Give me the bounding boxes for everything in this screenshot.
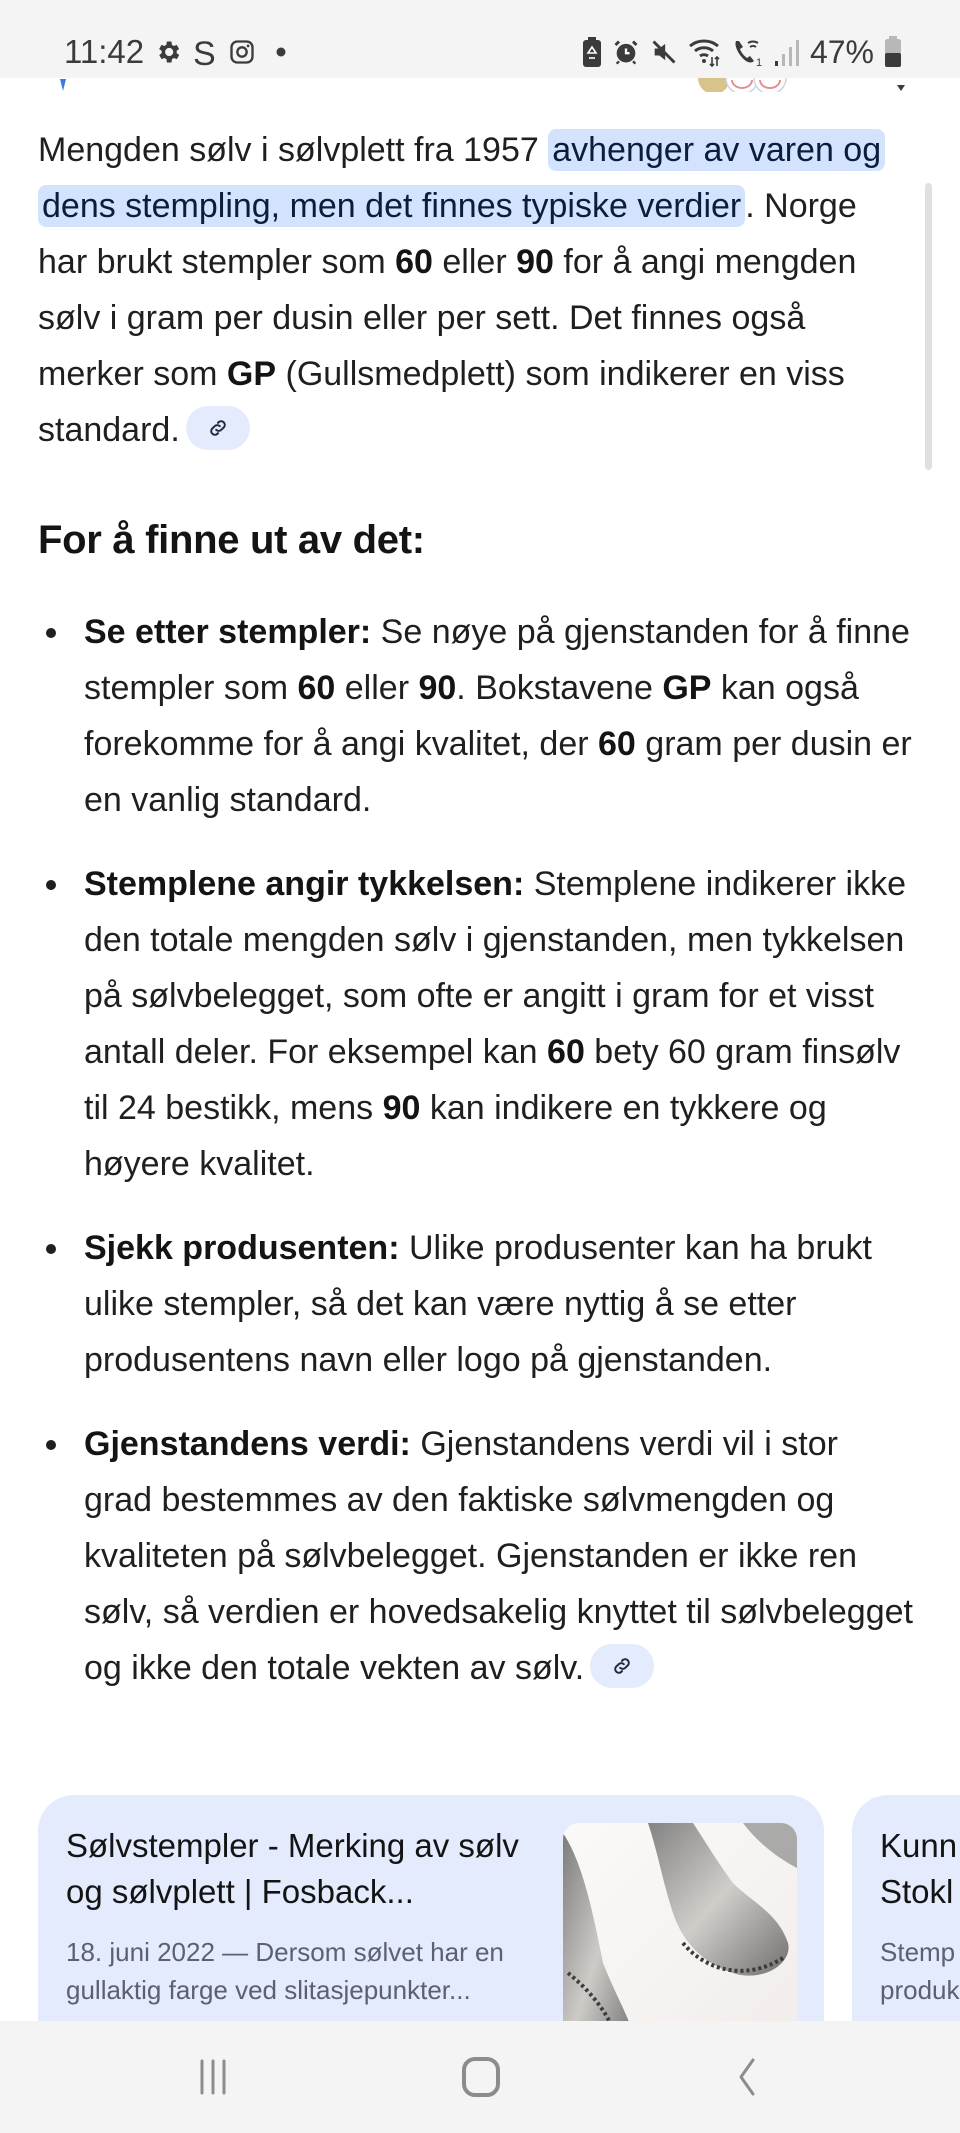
bold-value: 90 xyxy=(516,243,554,281)
battery-percent: 47% xyxy=(809,33,874,70)
chevron-down-icon[interactable] xyxy=(897,78,905,84)
highlighted-text[interactable]: avhenger av varen og dens stempling, men det finnes typiske verdier xyxy=(38,129,885,227)
list-item xyxy=(38,604,914,828)
alarm-icon xyxy=(612,38,640,66)
source-cards-carousel[interactable] xyxy=(0,1795,960,2025)
ai-answer-content xyxy=(38,122,914,1724)
intro-text: . Norge har brukt stempler som xyxy=(38,187,857,281)
bullet-label: Se etter stempler: xyxy=(84,613,372,651)
source-link-button[interactable] xyxy=(186,406,250,450)
blue-marker-icon xyxy=(60,78,66,90)
bullet-text: bety 60 gram finsølv til 24 bestikk, mens xyxy=(84,1033,901,1127)
back-button[interactable] xyxy=(713,2047,783,2107)
svg-text:S: S xyxy=(193,35,216,69)
svg-text:1: 1 xyxy=(755,57,763,67)
card-desc-line: produk xyxy=(880,1975,960,2005)
link-icon xyxy=(611,1655,633,1677)
status-bar xyxy=(0,0,960,78)
bullet-list xyxy=(38,604,914,1696)
bold-value: 60 xyxy=(598,725,636,763)
back-icon xyxy=(733,2057,763,2097)
bold-value: 90 xyxy=(382,1089,421,1127)
section-title: For å finne ut av det: xyxy=(38,518,425,562)
source-card-title[interactable] xyxy=(880,1823,960,1915)
intro-text: for å angi mengden sølv i gram per dusin eller per sett. Det finnes også merker som xyxy=(38,243,857,393)
battery-icon xyxy=(884,36,902,68)
bullet-text: kan også forekomme for å angi kvalitet, der xyxy=(84,669,859,763)
bullet-text: Gjenstandens verdi vil i stor grad bestemmes av den faktiske sølvmengden og kvaliteten på sølvbelegget. Gjenstanden er ikke ren sølv, så verdien er hovedsakelig knyttet til sølvbelegget og ikke den totale vekten av sølv. xyxy=(84,1425,913,1687)
list-item xyxy=(38,1220,914,1388)
bullet-text: Se nøye på gjenstanden for å finne stempler som xyxy=(84,613,910,707)
bold-value: 60 xyxy=(547,1033,585,1071)
wifi-calling-icon xyxy=(732,37,764,67)
notification-dot-icon xyxy=(276,47,286,57)
source-card-title[interactable]: Sølvstempler - Merking av sølv og sølvplett | Fosback... xyxy=(66,1827,519,1910)
status-right xyxy=(582,32,902,72)
header-fragment xyxy=(0,78,960,94)
bold-value: 60 xyxy=(297,669,336,707)
bold-value: 60 xyxy=(395,243,433,281)
intro-text: Mengden sølv i sølvplett fra 1957 xyxy=(38,131,549,169)
status-time: 11:42 xyxy=(64,33,145,70)
silver-spoons-thumbnail xyxy=(563,1823,797,2025)
source-card-description xyxy=(880,1933,960,2009)
recents-icon xyxy=(193,2057,233,2097)
bullet-label: Gjenstandens verdi: xyxy=(84,1425,411,1463)
intro-text: eller xyxy=(432,243,517,281)
bold-value: GP xyxy=(662,669,712,707)
card-desc-line: Stemp xyxy=(880,1937,956,1967)
recents-button[interactable] xyxy=(178,2047,248,2107)
signal-icon xyxy=(774,37,800,67)
source-card-description: 18. juni 2022 — Dersom sølvet har en gullaktig farge ved slitasjepunkter... xyxy=(66,1937,504,2005)
bullet-text: gram per dusin er en vanlig standard. xyxy=(84,725,912,819)
bullet-text: Stemplene indikerer ikke den totale mengden sølv i gjenstanden, men tykkelsen på sølvbelegget, som ofte er angitt i gram for et visst antall deler. For eksempel kan xyxy=(84,865,907,1071)
bold-value: 90 xyxy=(418,669,457,707)
gear-icon xyxy=(154,38,182,66)
card-title-line: Kunn xyxy=(880,1827,958,1864)
bullet-label: Stemplene angir tykkelsen: xyxy=(84,865,525,903)
mute-icon xyxy=(650,38,678,66)
source-link-button[interactable] xyxy=(590,1644,654,1688)
intro-text: (Gullsmedplett) som indikerer en viss standard. xyxy=(38,355,845,449)
battery-saver-icon xyxy=(582,37,602,67)
home-button[interactable] xyxy=(446,2047,516,2107)
s-app-icon xyxy=(192,35,218,69)
list-item xyxy=(38,856,914,1192)
bold-value: GP xyxy=(226,355,277,393)
home-icon xyxy=(461,2056,501,2098)
scrollbar[interactable] xyxy=(925,183,932,470)
bullet-text: kan indikere en tykkere og høyere kvalitet. xyxy=(84,1089,827,1183)
link-icon xyxy=(207,417,229,439)
source-card[interactable] xyxy=(852,1795,960,2025)
navigation-bar xyxy=(0,2021,960,2133)
bullet-label: Sjekk produsenten: xyxy=(84,1229,400,1267)
bullet-text: . Bokstavene xyxy=(456,669,663,707)
bullet-text: Ulike produsenter kan ha brukt ulike stempler, så det kan være nyttig å se etter produsentens navn eller logo på gjenstanden. xyxy=(84,1229,872,1379)
status-left xyxy=(64,32,286,72)
wifi-icon xyxy=(688,37,722,67)
card-title-line: Stokl xyxy=(880,1873,954,1910)
instagram-icon xyxy=(228,38,256,66)
source-avatars-icon[interactable] xyxy=(696,78,806,92)
source-card[interactable] xyxy=(38,1795,824,2025)
list-item xyxy=(38,1416,914,1696)
intro-paragraph xyxy=(38,122,914,458)
bullet-text: eller xyxy=(335,669,419,707)
